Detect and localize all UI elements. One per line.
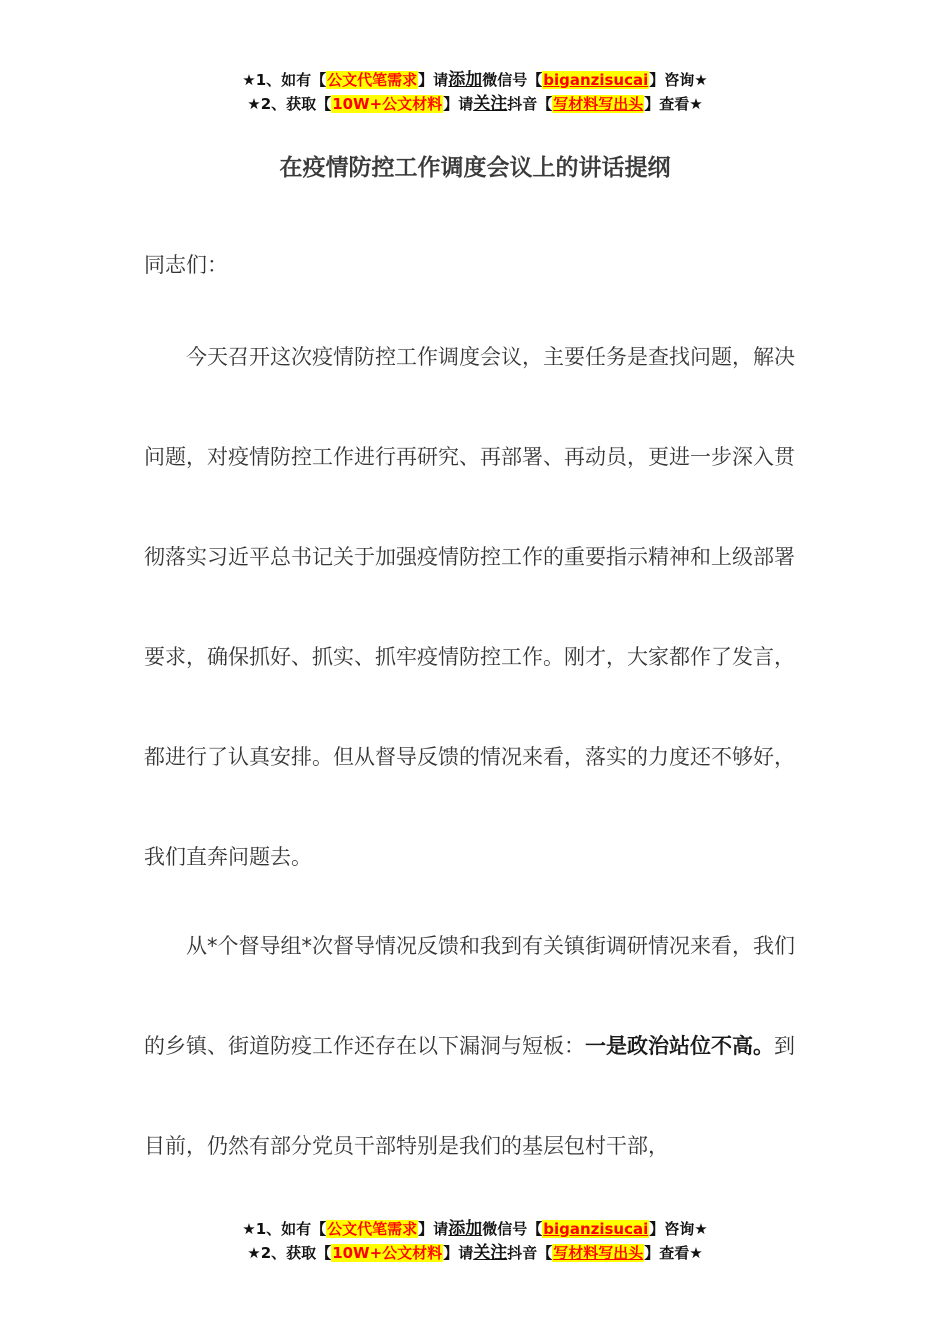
- paragraph-2-text: 到目前，仍然有部分党员干部特别是我们的基层包村干部，: [144, 1034, 795, 1158]
- banner-text: ★2、获取【: [247, 1244, 332, 1262]
- banner-highlight: 公文代笔需求: [327, 71, 418, 89]
- paragraph-2-bold-point: 一是政治站位不高。: [585, 1034, 774, 1058]
- banner-text: 】请: [418, 1220, 449, 1238]
- banner-line-1: [0, 68, 950, 92]
- banner-wechat-id: biganzisucai: [543, 1220, 649, 1238]
- promo-banner-bottom: [0, 1217, 950, 1265]
- paragraph-1: 今天召开这次疫情防控工作调度会议，主要任务是查找问题，解决问题，对疫情防控工作进行再研究、再部署、再动员，更进一步深入贯彻落实习近平总书记关于加强疫情防控工作的重要指示精神和上级部署要求，确保抓好、抓实、抓牢疫情防控工作。刚才，大家都作了发言，都进行了认真安排。但从督导反馈的情况来看，落实的力度还不够好，我们直奔问题去。: [144, 345, 795, 869]
- banner-text: ★2、获取【: [247, 95, 332, 113]
- banner-emphasis: 关注: [473, 1243, 508, 1263]
- banner-text: ★1、如有【: [242, 1220, 327, 1238]
- banner-douyin-id: 写材料写出头: [553, 95, 644, 113]
- banner-emphasis: 添加: [448, 1219, 483, 1239]
- banner-text: 】请: [418, 71, 449, 89]
- banner-text: 】查看★: [644, 1244, 703, 1262]
- banner-text: 】咨询★: [649, 71, 708, 89]
- paragraph-2-text: 从*个督导组*次督导情况反馈和我到有关镇街调研情况来看，我们的乡镇、街道防疫工作还存在以下漏洞与短板：: [144, 934, 795, 1058]
- banner-wechat-id: biganzisucai: [543, 71, 649, 89]
- banner-emphasis: 关注: [473, 94, 508, 114]
- banner-line-1: [0, 1217, 950, 1241]
- banner-text: 微信号【: [482, 71, 543, 89]
- banner-text: 】请: [443, 95, 474, 113]
- banner-text: 】查看★: [644, 95, 703, 113]
- banner-text: 微信号【: [482, 1220, 543, 1238]
- document-title: 在疫情防控工作调度会议上的讲话提纲: [279, 155, 671, 181]
- banner-text: 】请: [443, 1244, 474, 1262]
- banner-emphasis: 添加: [448, 70, 483, 90]
- banner-line-2: [0, 1241, 950, 1265]
- promo-banner-top: [0, 68, 950, 116]
- banner-text: 抖音【: [507, 1244, 553, 1262]
- banner-douyin-id: 写材料写出头: [553, 1244, 644, 1262]
- banner-text: ★1、如有【: [242, 71, 327, 89]
- banner-text: 抖音【: [507, 95, 553, 113]
- banner-highlight: 公文代笔需求: [327, 1220, 418, 1238]
- banner-line-2: [0, 92, 950, 116]
- banner-text: 】咨询★: [649, 1220, 708, 1238]
- greeting: 同志们：: [144, 253, 228, 277]
- banner-highlight: 10W+公文材料: [332, 1244, 443, 1262]
- banner-highlight: 10W+公文材料: [332, 95, 443, 113]
- paragraph-2: [144, 896, 806, 1196]
